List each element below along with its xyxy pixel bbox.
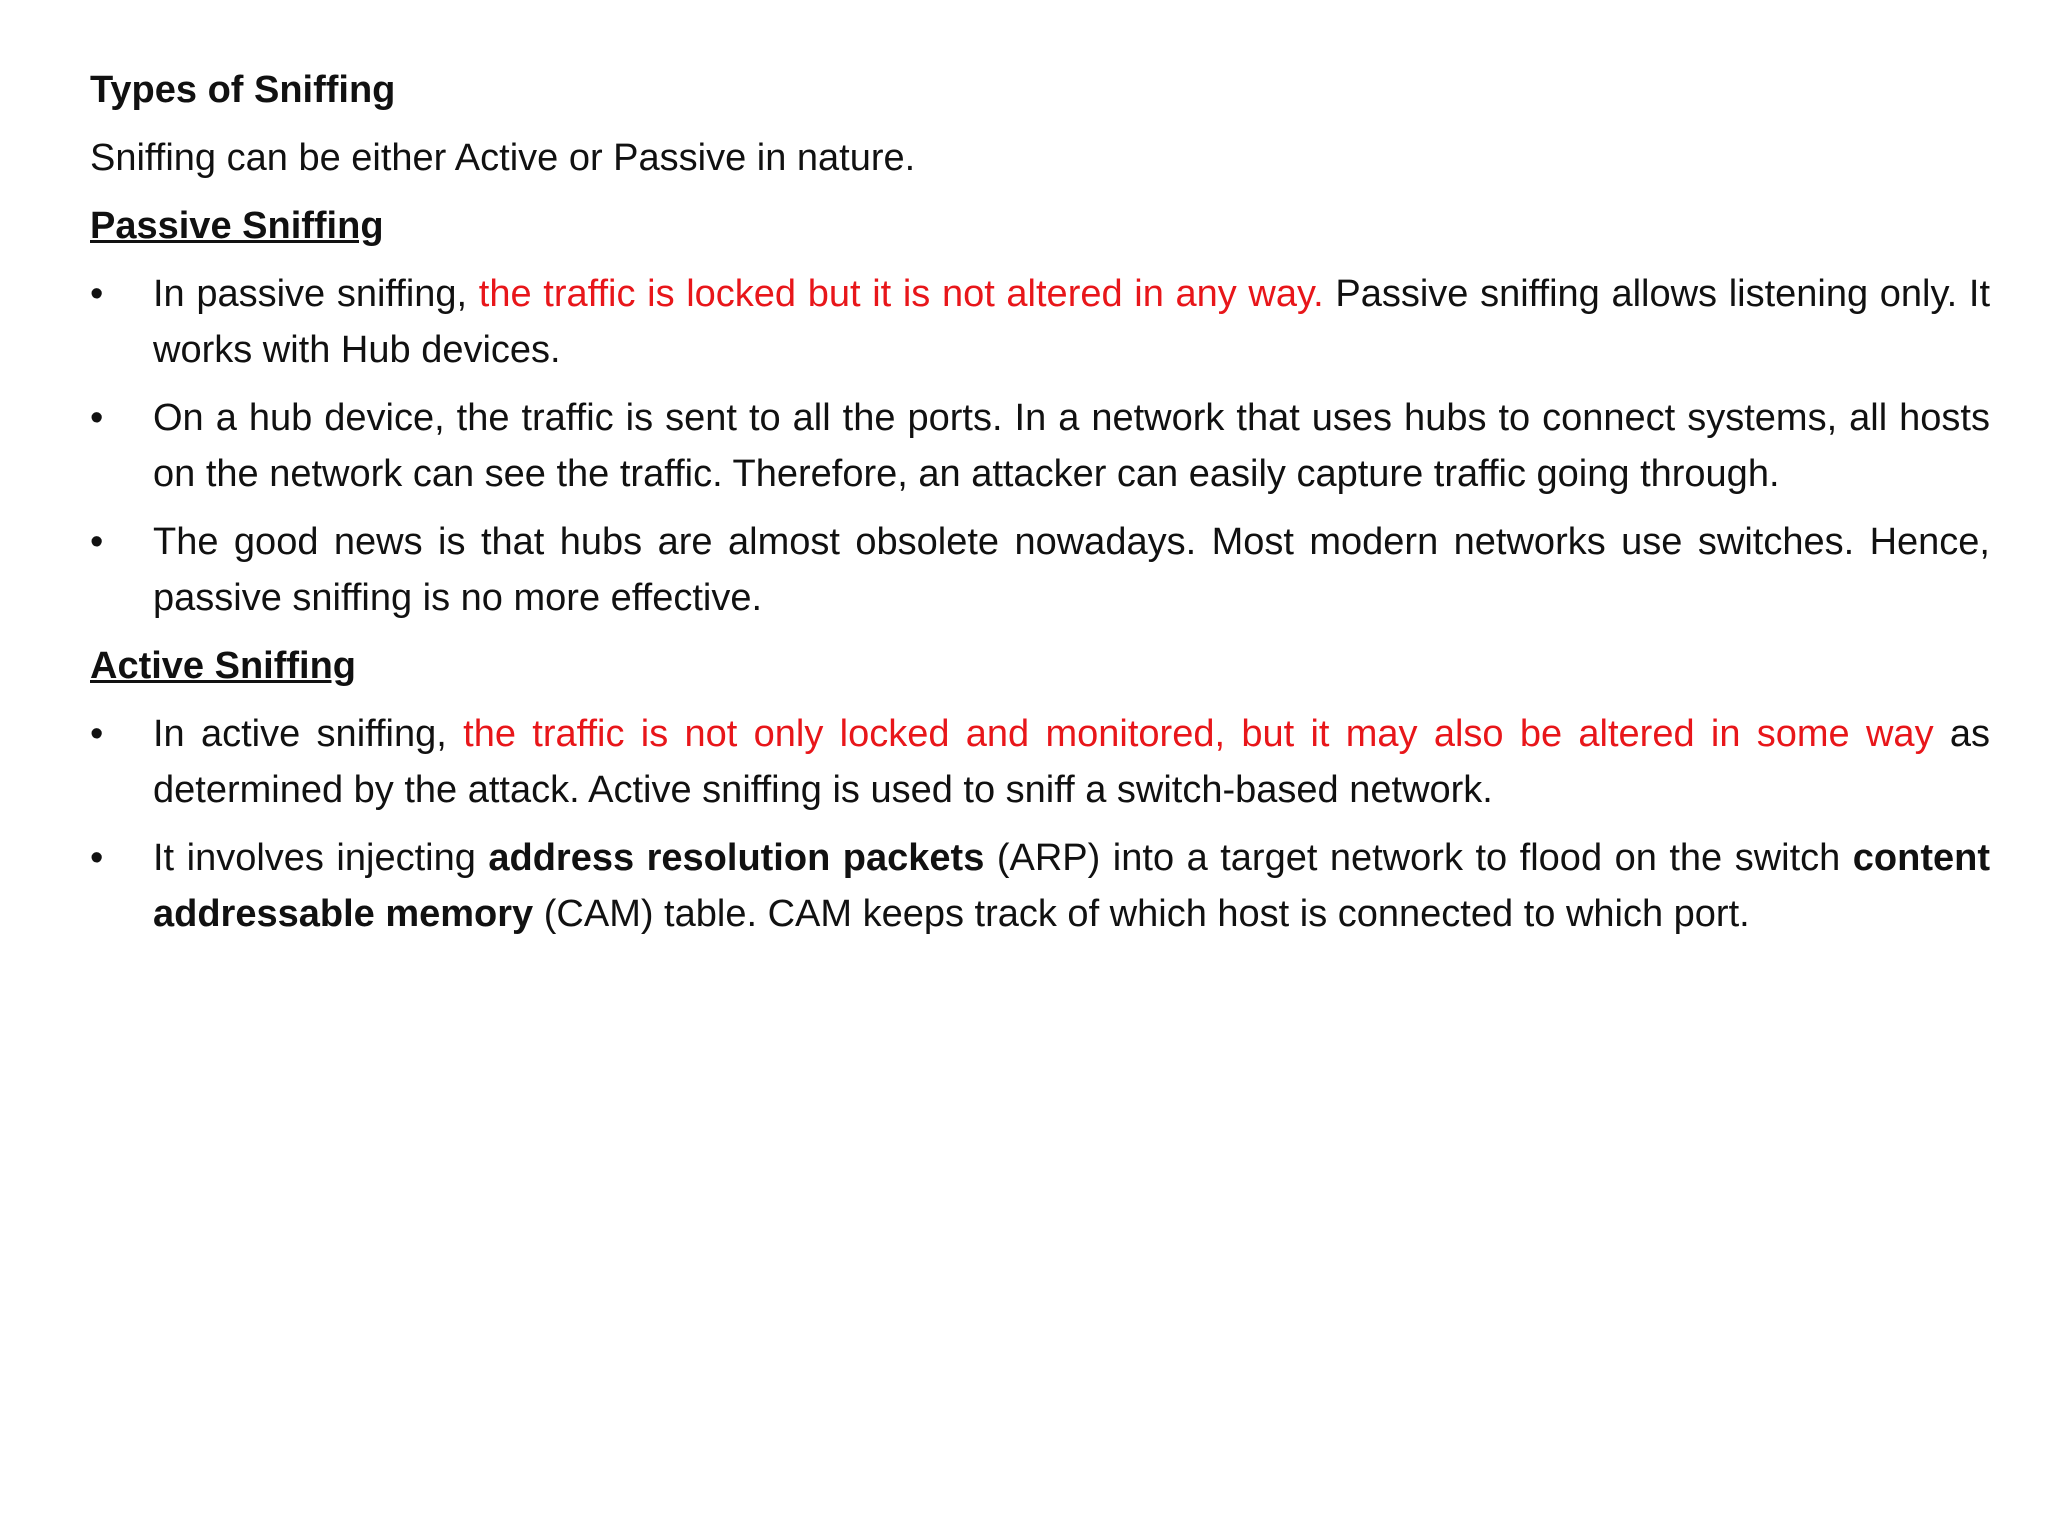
slide-content [90,62,1990,954]
bullet-icon: • [90,397,104,439]
bullet-icon: • [90,713,104,755]
active-sniffing-heading: Active Sniffing [90,645,357,687]
passive-bullet-1-pre: In passive sniffing, [153,273,479,315]
active-bullet-1 [90,706,1990,818]
intro-text: Sniffing can be either Active or Passive in nature. [90,137,916,179]
active-bullet-2-text-2: (ARP) into a target network to flood on the switch [984,837,1853,879]
page-title: Types of Sniffing [90,69,396,111]
passive-bullet-3-text: The good news is that hubs are almost obsolete nowadays. Most modern networks use switches. Hence, passive sniffing is no more effective. [153,521,1990,619]
active-bullet-1-post: as determined by the attack. Active sniffing is used to sniff a switch-based network. [153,713,1991,811]
passive-bullet-1 [90,266,1990,378]
bullet-icon: • [90,273,104,315]
active-bullet-2-term-arp: address resolution packets [488,837,985,879]
passive-bullet-1-highlight: the traffic is locked but it is not altered in any way. [478,273,1324,315]
active-bullet-1-highlight: the traffic is not only locked and monitored, but it may also be altered in some way [463,713,1934,755]
bullet-icon: • [90,521,104,563]
passive-bullet-2 [90,390,1990,502]
active-bullet-1-pre: In active sniffing, [153,713,464,755]
active-bullet-2-term-cam: content addressable memory [153,837,1991,935]
active-bullet-2-text-3: (CAM) table. CAM keeps track of which host is connected to which port. [533,893,1750,935]
active-bullet-2 [90,830,1990,942]
passive-bullet-2-text: On a hub device, the traffic is sent to all the ports. In a network that uses hubs to connect systems, all hosts on the network can see the traffic. Therefore, an attacker can easily capture traffic going through. [153,397,1990,495]
passive-sniffing-heading: Passive Sniffing [90,205,384,247]
active-bullet-2-text-1: It involves injecting [153,837,489,879]
passive-bullet-3 [90,514,1990,626]
passive-bullet-1-post: Passive sniffing allows listening only. It works with Hub devices. [153,273,1990,371]
bullet-icon: • [90,837,104,879]
